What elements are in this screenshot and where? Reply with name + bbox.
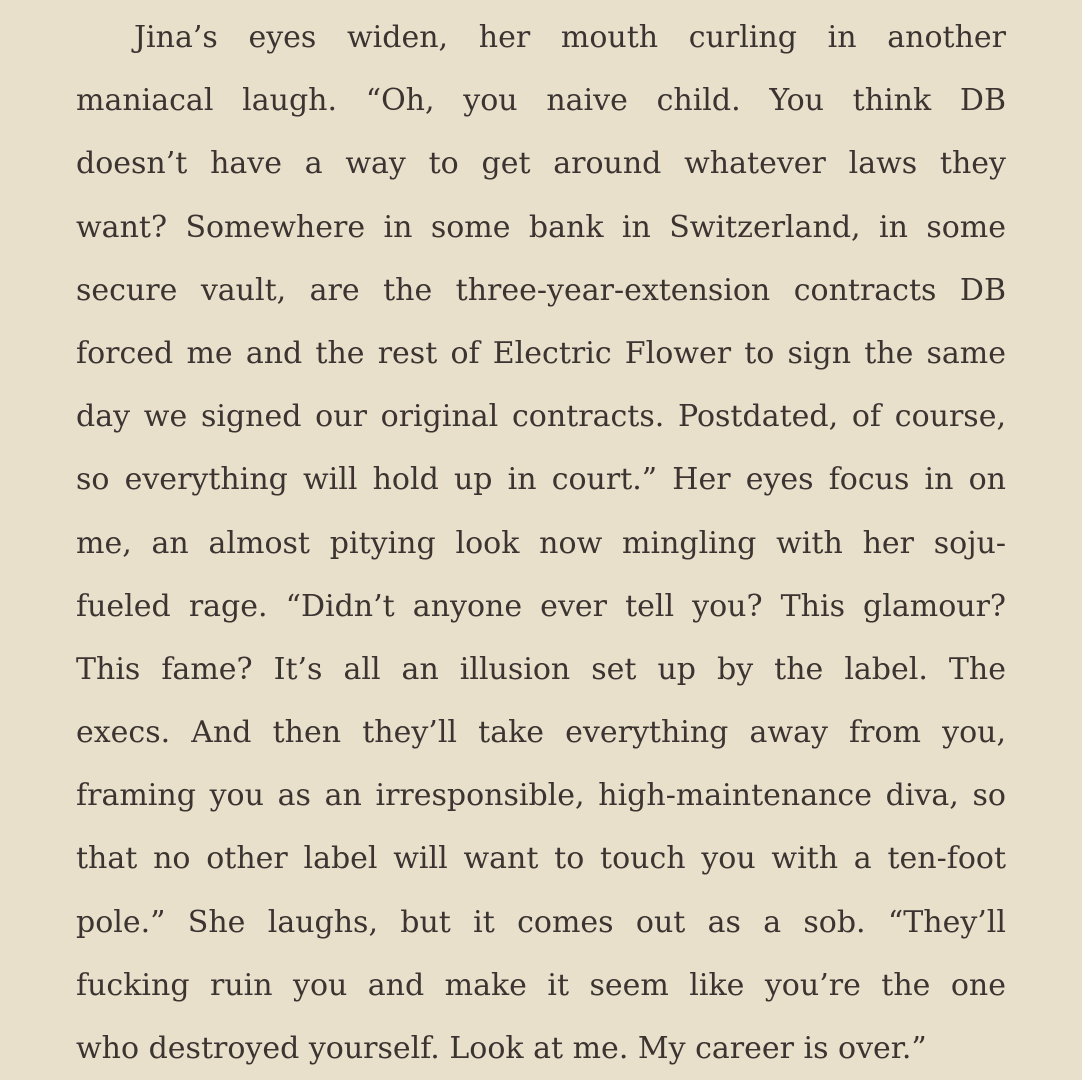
text-line: forced me and the rest of Electric Flower to sign the same <box>76 335 1006 371</box>
text-line: who destroyed yourself. Look at me. My career is over.” <box>76 1031 927 1066</box>
text-line: This fame? It’s all an illusion set up by the label. The <box>76 651 1006 687</box>
text-line: want? Somewhere in some bank in Switzerland, in some <box>76 209 1006 245</box>
text-line: framing you as an irresponsible, high-maintenance diva, so <box>76 778 1006 814</box>
text-line: fueled rage. “Didn’t anyone ever tell you? This glamour? <box>76 588 1006 624</box>
text-line: fucking ruin you and make it seem like you’re the one <box>76 967 1006 1003</box>
body-paragraph <box>76 6 1006 1080</box>
text-line: so everything will hold up in court.” Her eyes focus in on <box>76 462 1006 498</box>
text-line: me, an almost pitying look now mingling with her soju- <box>76 525 1006 561</box>
text-line: doesn’t have a way to get around whatever laws they <box>76 146 1006 182</box>
text-line: Jina’s eyes widen, her mouth curling in another <box>134 20 1006 55</box>
text-line: maniacal laugh. “Oh, you naive child. You think DB <box>76 83 1006 119</box>
text-line: pole.” She laughs, but it comes out as a sob. “They’ll <box>76 904 1006 940</box>
text-line: secure vault, are the three-year-extension contracts DB <box>76 272 1006 308</box>
text-line: execs. And then they’ll take everything away from you, <box>76 715 1006 751</box>
text-line: day we signed our original contracts. Postdated, of course, <box>76 399 1006 435</box>
text-line: that no other label will want to touch you with a ten-foot <box>76 841 1006 877</box>
